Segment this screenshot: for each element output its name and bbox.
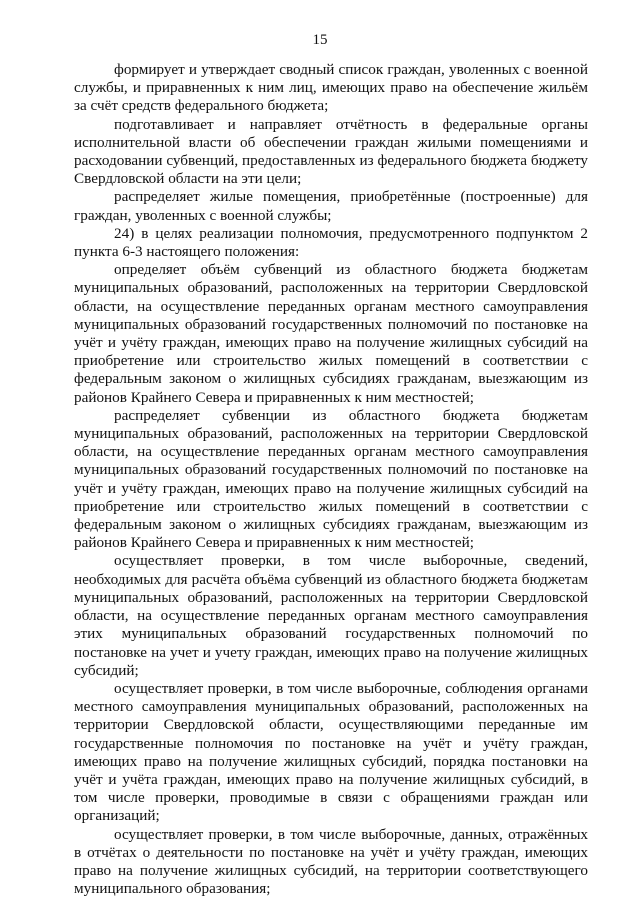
paragraph-5: определяет объём субвенций из областного бюджета бюджетам муниципальных образований, расположенных на территории Свердловской области, на осуществление переданных органам местного самоуправления муниципальных образований государственных полномочий по постановке на учёт и учёту граждан, имеющих право на получение жилищных субсидий на приобретение или строительство жилых помещений в соответствии с федеральным законом о жилищных субсидиях гражданам, выезжающим из районов Крайнего Севера и приравненных к ним местностей; bbox=[74, 261, 588, 406]
page-number: 15 bbox=[312, 32, 328, 48]
paragraph-2: подготавливает и направляет отчётность в федеральные органы исполнительной власти об обеспечении граждан жилыми помещениями и расходовании субвенций, предоставленных из федерального бюджета бюджету Свердловской области на эти цели; bbox=[74, 115, 588, 188]
paragraph-6: распределяет субвенции из областного бюджета бюджетам муниципальных образований, расположенных на территории Свердловской области, на осуществление переданных органам местного самоуправления муниципальных образований государственных полномочий по постановке на учёт и учёту граждан, имеющих право на получение жилищных субсидий на приобретение или строительство жилых помещений в соответствии с федеральным законом о жилищных субсидиях гражданам, выезжающим из районов Крайнего Севера и приравненных к ним местностей; bbox=[74, 406, 588, 552]
document-body bbox=[74, 61, 588, 898]
paragraph-9: осуществляет проверки, в том числе выборочные, данных, отражённых в отчётах о деятельности по постановке на учёт и учёту граждан, имеющих право на получение жилищных субсидий, на территории соответствующего муниципального образования; bbox=[74, 825, 588, 898]
paragraph-4-item-24: 24) в целях реализации полномочия, предусмотренного подпунктом 2 пункта 6-3 настоящего положения: bbox=[74, 224, 588, 261]
paragraph-1: формирует и утверждает сводный список граждан, уволенных с военной службы, и приравненных к ним лиц, имеющих право на обеспечение жильём за счёт средств федерального бюджета; bbox=[74, 61, 588, 115]
paragraph-7: осуществляет проверки, в том числе выборочные, сведений, необходимых для расчёта объёма субвенций из областного бюджета бюджетам муниципальных образований, расположенных на территории Свердловской области, на осуществление переданных органам местного самоуправления этих муниципальных образований государственных полномочий по постановке на учет и учету граждан, имеющих право на получение жилищных субсидий; bbox=[74, 552, 588, 679]
paragraph-3: распределяет жилые помещения, приобретённые (построенные) для граждан, уволенных с военной службы; bbox=[74, 188, 588, 224]
paragraph-8: осуществляет проверки, в том числе выборочные, соблюдения органами местного самоуправления муниципальных образований, расположенных на территории Свердловской области, осуществляющими переданные им государственные полномочия по постановке на учёт и учёту граждан, имеющих право на получение жилищных субсидий, порядка постановки на учёт и учёта граждан, имеющих право на получение жилищных субсидий, в том числе проверки, проводимые в связи с обращениями граждан или организаций; bbox=[74, 679, 588, 825]
